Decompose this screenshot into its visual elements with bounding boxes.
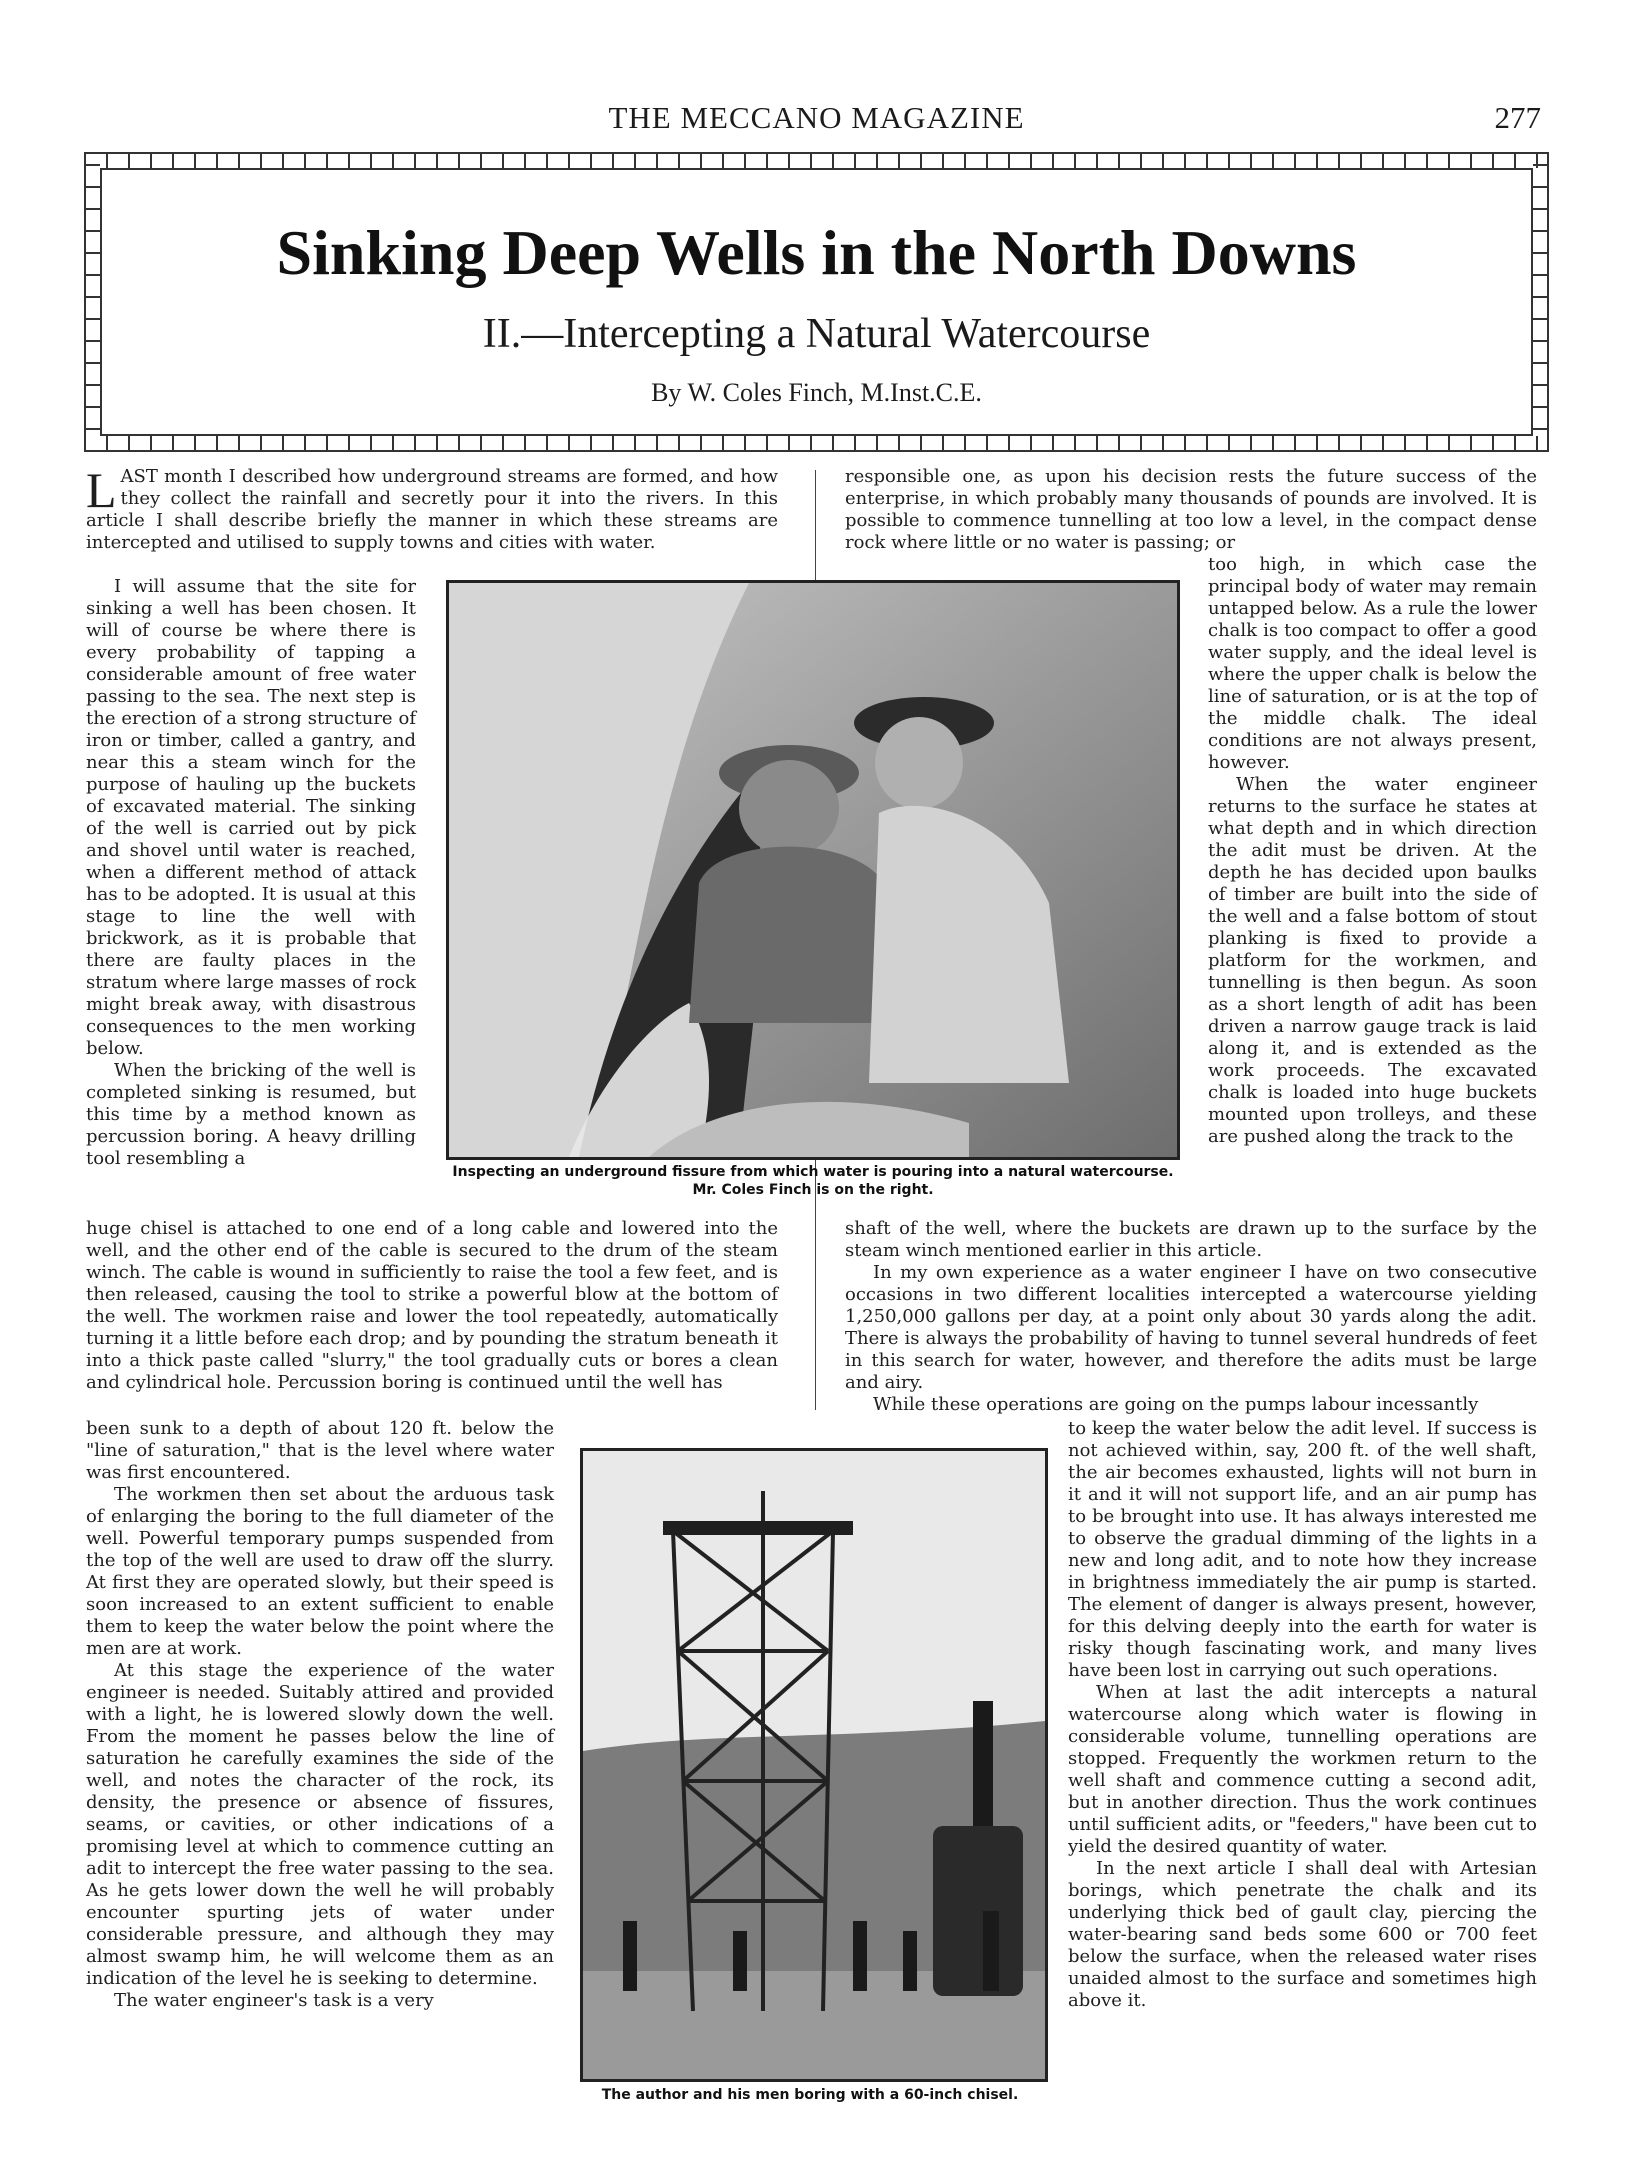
paragraph-percussion-cont: huge chisel is attached to one end of a long cable and lowered into the well, and the other end of the cable is secured to the drum of the steam winch. The cable is wound in sufficiently to raise the tool a few feet, and is then released, causing the tool to strike a powerful blow at the bottom of the well. The workmen raise and lower the tool repeatedly, automatically turning it a little before each drop; and by pounding the stratum beneath it into a thick paste called "slurry," the tool gradually cuts or bores a clean and cylindrical hole. Percussion boring is continued until the well has	[86, 1218, 778, 1393]
col2-narrow-top	[1208, 554, 1537, 1148]
paragraph-returns: When the water engineer returns to the surface he states at what depth and in which direction the adit must be driven. At the depth he has decided upon baulks of timber are built into the side of the well and a false bottom of stout planking is fixed to provide a platform for the workmen, and tunnelling is then begun. As soon as a short length of adit has been driven a narrow gauge track is laid along it, and is extended as the work proceeds. The excavated chalk is loaded into huge buckets mounted upon trolleys, and these are pushed along the track to the	[1208, 774, 1537, 1147]
paragraph-site: I will assume that the site for sinking a well has been chosen. It will of course be where there is every probability of tapping a considerable amount of free water passing to the sea. The next step is the erection of a strong structure of iron or timber, called a gantry, and near this a steam winch for the purpose of hauling up the buckets of excavated material. The sinking of the well is carried out by pick and shovel until water is reached, when a different method of attack has to be adopted. It is usual at this stage to line the well with brickwork, as it is probable that there are faulty places in the stratum where large masses of rock might break away, with disastrous consequences to the men working below.	[86, 576, 416, 1059]
fissure-caption	[446, 1163, 1180, 1199]
drop-cap: L	[86, 462, 117, 518]
col1-intro	[86, 462, 778, 554]
paragraph-engineer-task: The water engineer's task is a very	[114, 1990, 434, 2011]
fissure-photo-image	[449, 583, 1177, 1157]
paragraph-too-high: too high, in which case the principal body of water may remain untapped below. As a rule the lower chalk is too compact to offer a good water supply, and the ideal level is where the upper chalk is below the line of saturation, or is at the top of the middle chalk. The ideal conditions are not always present, however.	[1208, 554, 1537, 773]
paragraph-pumps-start: While these operations are going on the pumps labour incessantly	[873, 1394, 1479, 1415]
paragraph-next-article: In the next article I shall deal with Artesian borings, which penetrate the chalk and its underlying thick bed of gault clay, piercing the water-bearing sand beds some 600 or 700 feet below the surface, when the released water rises unaided almost to the surface and sometimes high above it.	[1068, 1858, 1537, 2011]
page-number: 277	[1494, 100, 1541, 135]
col2-wide-middle	[845, 1218, 1537, 1416]
paragraph-intercept: When at last the adit intercepts a natural watercourse along which water is flowing in considerable volume, tunnelling operations are stopped. Frequently the workmen return to the well shaft and commence cutting a second adit, but in another direction. Thus the work continues until sufficient adits, or "feeders," have been cut to yield the desired quantity of water.	[1068, 1682, 1537, 1857]
col2-narrow-bottom	[1068, 1418, 1537, 2012]
fissure-caption-line-2: Mr. Coles Finch is on the right.	[692, 1182, 934, 1198]
boring-rig-photo-image	[583, 1451, 1045, 2079]
paragraph-pumps-cont: to keep the water below the adit level. If success is not achieved within, say, 200 ft. of the well shaft, the air becomes exhausted, lights will not burn in it and it will not support life, and an air pump has to be brought into use. It has always interested me to observe the gradual dimming of the lights in a new and long adit, and to note how they increase in brightness immediately the air pump is started. The element of danger is always present, however, for this delving deeply into the earth for water is risky though fascinating work, and many lives have been lost in carrying out such operations.	[1068, 1418, 1537, 1681]
boring-caption: The author and his men boring with a 60-inch chisel.	[601, 2087, 1019, 2103]
col1-narrow-bottom	[86, 1418, 554, 2012]
paragraph-enlarging: The workmen then set about the arduous task of enlarging the boring to the full diameter of the well. Powerful temporary pumps suspended from the top of the well are used to draw off the slurry. At first they are operated slowly, but their speed is soon increased to an extent sufficient to enable them to keep the water below the point where the men are at work.	[86, 1484, 554, 1659]
col1-wide-middle	[86, 1218, 778, 1394]
paragraph-shaft: shaft of the well, where the buckets are drawn up to the surface by the steam winch mentioned earlier in this article.	[845, 1218, 1537, 1261]
intro-paragraph: AST month I described how underground streams are formed, and how they collect the rainfall and secretly pour it into the rivers. In this article I shall describe briefly the manner in which these streams are intercepted and utilised to supply towns and cities with water.	[86, 466, 778, 553]
magazine-name: THE MECCANO MAGAZINE	[608, 100, 1025, 135]
paragraph-depth: been sunk to a depth of about 120 ft. below the "line of saturation," that is the level where water was first encountered.	[86, 1418, 554, 1483]
boring-rig-photo	[580, 1448, 1048, 2082]
article-subtitle: II.—Intercepting a Natural Watercourse	[482, 311, 1151, 357]
running-head	[0, 100, 1633, 144]
paragraph-engineer: At this stage the experience of the water engineer is needed. Suitably attired and provided with a light, he is lowered slowly down the well. From the moment he passes below the line of saturation he carefully examines the side of the well, and notes the character of the rock, its density, the presence or absence of fissures, seams, or cavities, or other indications of a promising level at which to commence cutting an adit to intercept the free water passing to the sea. As he gets lower down the well he will probably encounter spurting jets of water under considerable pressure, and although they may almost swamp him, he will welcome them as an indication of the level he is seeking to determine.	[86, 1660, 554, 1989]
article-byline: By W. Coles Finch, M.Inst.C.E.	[651, 378, 982, 407]
fissure-photo	[446, 580, 1180, 1160]
paragraph-percussion-start: When the bricking of the well is completed sinking is resumed, but this time by a method known as percussion boring. A heavy drilling tool resembling a	[86, 1060, 416, 1169]
article-title: Sinking Deep Wells in the North Downs	[276, 217, 1357, 288]
col1-narrow-top	[86, 576, 416, 1170]
paragraph-responsible: responsible one, as upon his decision rests the future success of the enterprise, in which probably many thousands of pounds are involved. It is possible to commence tunnelling at too low a level, in the compact dense rock where little or no water is passing; or	[845, 466, 1537, 553]
paragraph-experience: In my own experience as a water engineer I have on two consecutive occasions in two different localities intercepted a watercourse yielding 1,250,000 gallons per day, at a point only about 30 yards along the adit. There is always the probability of having to tunnel several hundreds of feet in this search for water, however, and therefore the adits must be large and airy.	[845, 1262, 1537, 1393]
title-box	[84, 152, 1549, 452]
fissure-caption-line-1: Inspecting an underground fissure from which water is pouring into a natural watercourse.	[452, 1164, 1174, 1180]
col2-top	[845, 466, 1537, 554]
